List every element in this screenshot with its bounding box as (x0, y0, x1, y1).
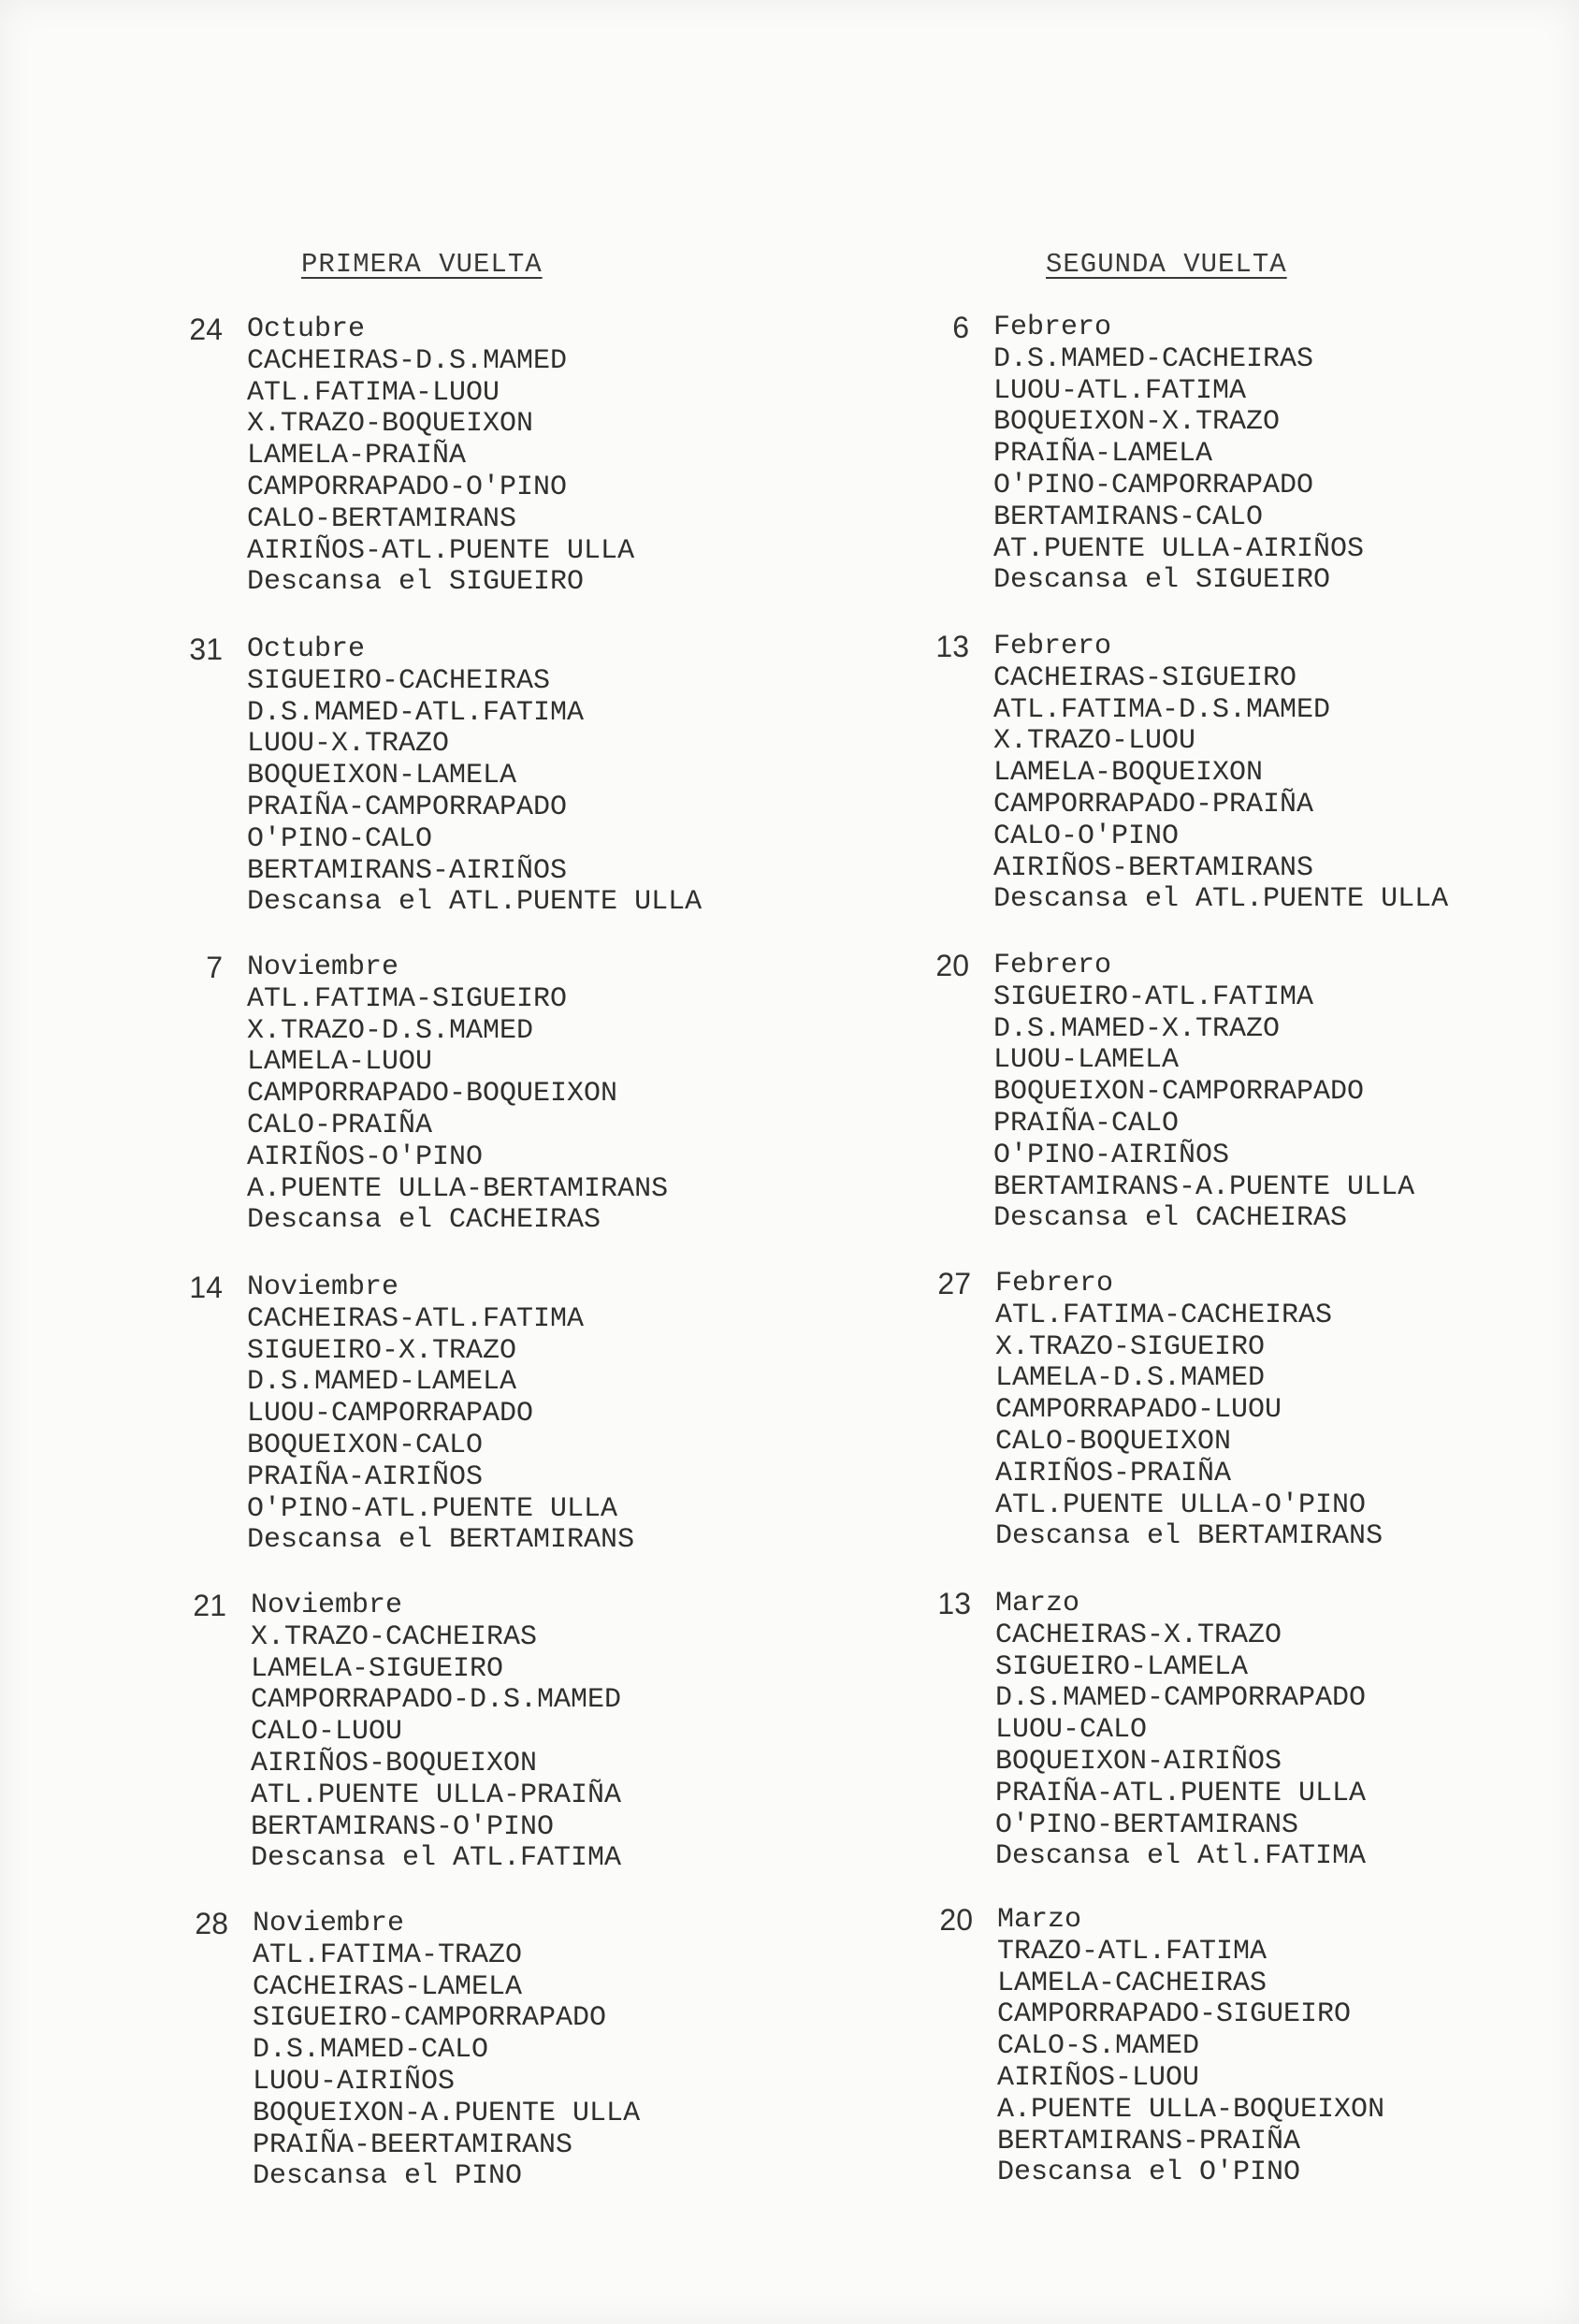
match: D.S.MAMED-LAMELA (247, 1366, 517, 1399)
match: CAMPORRAPADO-O'PINO (247, 471, 568, 503)
match: CACHEIRAS-X.TRAZO (995, 1619, 1282, 1651)
matchday-left-6 (195, 1907, 641, 2193)
matchday-month: Febrero (993, 631, 1112, 662)
match: SIGUEIRO-ATL.FATIMA (993, 980, 1314, 1013)
match: A.PUENTE ULLA-BOQUEIXON (997, 2093, 1385, 2126)
rest-team: Descansa el PINO (253, 2160, 523, 2193)
matchday-month: Febrero (993, 312, 1112, 343)
match: AIRIÑOS-LUOU (997, 2061, 1200, 2094)
matchday-day: 20 (939, 1903, 973, 1937)
match: CALO-BOQUEIXON (995, 1425, 1232, 1458)
rest-team: Descansa el BERTAMIRANS (995, 1520, 1383, 1553)
match: AIRIÑOS-ATL.PUENTE ULLA (247, 534, 635, 567)
match: PRAIÑA-ATL.PUENTE ULLA (995, 1777, 1367, 1809)
rest-team: Descansa el ATL.PUENTE ULLA (247, 886, 703, 919)
match: LUOU-ATL.FATIMA (993, 374, 1247, 407)
match: LAMELA-CACHEIRAS (997, 1967, 1268, 1999)
matchday-day: 28 (195, 1907, 228, 1940)
matchday-day: 7 (206, 951, 223, 984)
match: BOQUEIXON-AIRIÑOS (995, 1745, 1282, 1778)
match: D.S.MAMED-X.TRAZO (993, 1012, 1281, 1045)
matchday-day: 14 (189, 1271, 223, 1304)
match: O'PINO-CALO (247, 822, 433, 855)
match: CAMPORRAPADO-BOQUEIXON (247, 1078, 618, 1111)
matchday-month: Noviembre (247, 951, 399, 983)
match: O'PINO-CAMPORRAPADO (993, 469, 1314, 501)
matchday-left-5 (193, 1589, 622, 1875)
match: BERTAMIRANS-PRAIÑA (997, 2125, 1301, 2157)
matchday-right-3 (935, 949, 1415, 1235)
match: PRAIÑA-CALO (993, 1107, 1180, 1140)
match: BERTAMIRANS-CALO (993, 501, 1264, 533)
rest-team: Descansa el ATL.FATIMA (251, 1842, 622, 1875)
rest-team: Descansa el SIGUEIRO (993, 564, 1331, 597)
matchday-day: 27 (937, 1267, 971, 1300)
rest-team: Descansa el CACHEIRAS (993, 1202, 1348, 1235)
match: A.PUENTE ULLA-BERTAMIRANS (247, 1172, 669, 1205)
match: CAMPORRAPADO-SIGUEIRO (997, 1998, 1352, 2031)
match: PRAIÑA-BEERTAMIRANS (253, 2128, 573, 2161)
matchday-left-4 (189, 1271, 635, 1557)
match: X.TRAZO-D.S.MAMED (247, 1014, 534, 1047)
match: LAMELA-BOQUEIXON (993, 757, 1264, 790)
match: AT.PUENTE ULLA-AIRIÑOS (993, 532, 1365, 565)
match: ATL.PUENTE ULLA-O'PINO (995, 1489, 1367, 1521)
match: BOQUEIXON-LAMELA (247, 760, 517, 792)
match: O'PINO-ATL.PUENTE ULLA (247, 1492, 618, 1525)
match: LUOU-X.TRAZO (247, 728, 450, 761)
match: D.S.MAMED-CACHEIRAS (993, 342, 1314, 375)
matchday-month: Octubre (247, 313, 366, 345)
rest-team: Descansa el O'PINO (997, 2157, 1301, 2189)
match: LAMELA-LUOU (247, 1046, 433, 1079)
rest-team: Descansa el SIGUEIRO (247, 566, 585, 599)
match: CAMPORRAPADO-LUOU (995, 1394, 1282, 1427)
match: D.S.MAMED-CAMPORRAPADO (995, 1682, 1367, 1715)
matchday-right-2 (935, 630, 1449, 916)
first-round-title: PRIMERA VUELTA (301, 249, 543, 280)
second-round-title: SEGUNDA VUELTA (1046, 249, 1287, 280)
match: CACHEIRAS-SIGUEIRO (993, 661, 1297, 694)
match: PRAIÑA-AIRIÑOS (247, 1460, 484, 1493)
match: LAMELA-D.S.MAMED (995, 1362, 1266, 1395)
matchday-month: Noviembre (247, 1271, 399, 1303)
match: AIRIÑOS-BERTAMIRANS (993, 851, 1314, 884)
matchday-month: Noviembre (253, 1908, 405, 1939)
matchday-left-3 (206, 951, 669, 1237)
match: BOQUEIXON-CALO (247, 1429, 484, 1461)
match: PRAIÑA-LAMELA (993, 438, 1213, 471)
match: LUOU-LAMELA (993, 1044, 1180, 1077)
match: LUOU-AIRIÑOS (253, 2065, 456, 2098)
match: CACHEIRAS-D.S.MAMED (247, 344, 568, 377)
match: ATL.FATIMA-CACHEIRAS (995, 1299, 1333, 1331)
matchday-day: 13 (937, 1587, 971, 1620)
match: LUOU-CALO (995, 1714, 1148, 1747)
match: BERTAMIRANS-A.PUENTE ULLA (993, 1170, 1415, 1203)
match: ATL.FATIMA-LUOU (247, 376, 500, 409)
match: CALO-S.MAMED (997, 2030, 1200, 2063)
match: X.TRAZO-BOQUEIXON (247, 408, 534, 441)
match: AIRIÑOS-O'PINO (247, 1140, 484, 1173)
match: AIRIÑOS-PRAIÑA (995, 1457, 1232, 1489)
match: ATL.PUENTE ULLA-PRAIÑA (251, 1779, 622, 1811)
match: CALO-BERTAMIRANS (247, 502, 517, 535)
matchday-day: 13 (935, 630, 969, 663)
match: ATL.FATIMA-D.S.MAMED (993, 693, 1331, 726)
match: O'PINO-AIRIÑOS (993, 1139, 1230, 1171)
match: CACHEIRAS-LAMELA (253, 1970, 523, 2003)
matchday-day: 6 (952, 311, 969, 344)
match: X.TRAZO-LUOU (993, 725, 1196, 758)
match: CAMPORRAPADO-PRAIÑA (993, 788, 1314, 821)
rest-team: Descansa el BERTAMIRANS (247, 1524, 635, 1557)
match: BOQUEIXON-X.TRAZO (993, 406, 1281, 439)
rest-team: Descansa el CACHEIRAS (247, 1204, 601, 1237)
match: SIGUEIRO-X.TRAZO (247, 1334, 517, 1367)
match: TRAZO-ATL.FATIMA (997, 1935, 1268, 1968)
matchday-day: 24 (189, 312, 223, 346)
match: SIGUEIRO-LAMELA (995, 1650, 1249, 1683)
matchday-month: Marzo (997, 1904, 1082, 1936)
match: CAMPORRAPADO-D.S.MAMED (251, 1684, 622, 1717)
matchday-left-1 (189, 312, 635, 599)
matchday-day: 31 (189, 632, 223, 666)
match: D.S.MAMED-CALO (253, 2034, 489, 2067)
matchday-day: 21 (193, 1589, 226, 1622)
matchday-right-6 (939, 1903, 1385, 2189)
match: LUOU-CAMPORRAPADO (247, 1398, 534, 1431)
match: BOQUEIXON-A.PUENTE ULLA (253, 2097, 641, 2129)
match: SIGUEIRO-CACHEIRAS (247, 664, 551, 697)
match: PRAIÑA-CAMPORRAPADO (247, 791, 568, 823)
matchday-month: Noviembre (251, 1590, 403, 1621)
matchday-month: Febrero (993, 950, 1112, 981)
match: CALO-O'PINO (993, 820, 1180, 852)
match: BERTAMIRANS-AIRIÑOS (247, 854, 568, 887)
rest-team: Descansa el Atl.FATIMA (995, 1840, 1367, 1873)
match: BERTAMIRANS-O'PINO (251, 1810, 555, 1843)
match: CALO-PRAIÑA (247, 1109, 433, 1141)
match: LAMELA-PRAIÑA (247, 440, 467, 472)
matchday-right-1 (952, 311, 1365, 597)
matchday-day: 20 (935, 949, 969, 982)
match: CALO-LUOU (251, 1716, 403, 1749)
match: AIRIÑOS-BOQUEIXON (251, 1747, 538, 1779)
rest-team: Descansa el ATL.PUENTE ULLA (993, 883, 1449, 916)
matchday-month: Febrero (995, 1268, 1114, 1300)
match: BOQUEIXON-CAMPORRAPADO (993, 1076, 1365, 1109)
match: CACHEIRAS-ATL.FATIMA (247, 1302, 585, 1335)
matchday-right-4 (937, 1267, 1383, 1553)
match: ATL.FATIMA-SIGUEIRO (247, 982, 568, 1015)
matchday-right-5 (937, 1587, 1367, 1873)
match: LAMELA-SIGUEIRO (251, 1652, 504, 1685)
match: X.TRAZO-SIGUEIRO (995, 1330, 1266, 1363)
match: X.TRAZO-CACHEIRAS (251, 1620, 538, 1653)
matchday-month: Marzo (995, 1588, 1080, 1620)
match: O'PINO-BERTAMIRANS (995, 1808, 1299, 1841)
match: ATL.FATIMA-TRAZO (253, 1939, 523, 1971)
matchday-left-2 (189, 632, 703, 919)
match: D.S.MAMED-ATL.FATIMA (247, 696, 585, 729)
matchday-month: Octubre (247, 633, 366, 665)
match: SIGUEIRO-CAMPORRAPADO (253, 2002, 607, 2035)
